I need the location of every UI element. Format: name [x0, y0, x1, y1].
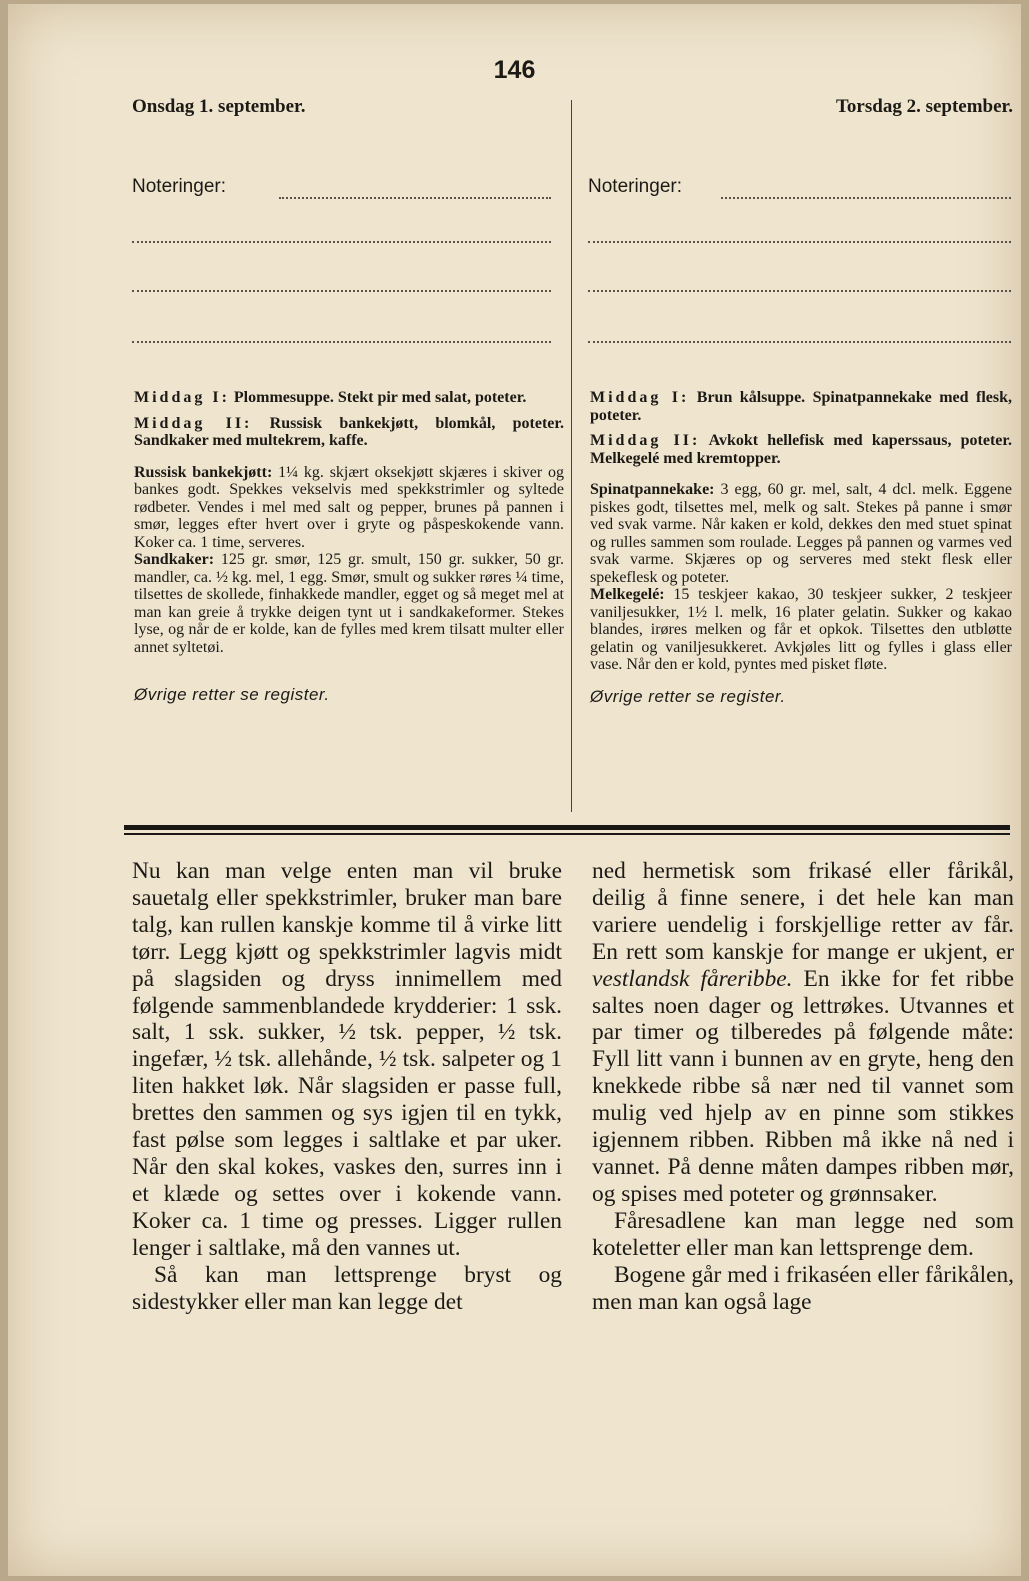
menu-prefix: Middag II:: [134, 414, 253, 432]
other-dishes-note: Øvrige retter se register.: [590, 686, 786, 706]
menu-text: Plommesuppe. Stekt pir med salat, poteter.: [229, 389, 527, 406]
menu-prefix: Middag II:: [590, 432, 701, 449]
other-dishes-note: Øvrige retter se register.: [134, 685, 330, 704]
notes-label: Noteringer:: [132, 176, 226, 197]
page-number: 146: [493, 56, 536, 84]
notes-label: Noteringer:: [588, 176, 682, 197]
article-paragraph: Så kan man lettsprenge bryst og sidestykker eller man kan legge det: [132, 1261, 562, 1315]
menu-prefix: Middag I:: [590, 389, 690, 406]
separator-rule-thin: [124, 833, 1010, 835]
recipe: [590, 586, 1012, 674]
recipe-text: 125 gr. smør, 125 gr. smult, 150 gr. sukker, 50 gr. mandler, ca. ½ kg. mel, 1 egg. Smør, smult og sukker røres ¼ time, tilsettes de skollede, finhakkede mandler, egget og så meget mel at man kan greie å trykke deigen tynt ut i sandkakeformer. Stekes lyse, og når de er kolde, kan de fylles med krem tilsatt multer eller annet syltetøi.: [134, 551, 564, 656]
dish-name-italic: vestlandsk fåreribbe.: [592, 965, 793, 992]
notes-line: [132, 341, 551, 343]
article-paragraph: Bogene går med i frikaséen eller fårikålen, men man kan også lage: [592, 1261, 1014, 1315]
recipe-name: Spinatpannekake:: [590, 481, 715, 498]
column-divider: [571, 100, 572, 812]
menu-text: Avkokt hellefisk med kaperssaus, poteter. Melkegelé med kremtopper.: [590, 432, 1013, 467]
recipe-name: Russisk bankekjøtt:: [134, 463, 273, 481]
day-heading: Onsdag 1. september.: [132, 96, 306, 117]
separator-rule: [124, 825, 1010, 830]
recipe-name: Sandkaker:: [134, 551, 215, 568]
book-page: [8, 4, 1021, 1576]
menu-line: [134, 389, 564, 407]
menu-text: Russisk bankekjøtt, blomkål, poteter. Sandkaker med multekrem, kaffe.: [134, 414, 565, 449]
notes-line: [588, 241, 1011, 243]
menu-line: [590, 389, 1012, 424]
article-paragraph: [592, 858, 1014, 1208]
article-paragraph: Nu kan man velge enten man vil bruke sauetalg eller spekkstrimler, bruker man bare talg, kan rullen kanskje komme til å virke litt tørr. Legg kjøtt og spekkstrimler lagvis midt på slagsiden og dryss innimellem med følgende sammenblandede krydderier: 1 ssk. salt, 1 ssk. sukker, ½ tsk. pepper, ½ tsk. ingefær, ½ tsk. allehånde, ½ tsk. salpeter og 1 liten hakket løk. Når slagsiden er passe full, brettes den sammen og sys igjen til en tykk, fast pølse som legges i saltlake et par uker. Når den skal kokes, vaskes den, surres inn i et klæde og settes over i kokende vann. Koker ca. 1 time og presses. Ligger rullen lenger i saltlake, må den vannes ut.: [132, 858, 562, 1261]
notes-line: [279, 197, 551, 199]
recipe-text: 3 egg, 60 gr. mel, salt, 4 dcl. melk. Eggene piskes godt, tilsettes mel, melk og salt. Stekes på panne i smør ved svak varme. Når kaken er kold, dekkes den med stuet spinat og rulles sammen som roulade. Legges på pannen og varmes ved svak varme. Skjæres op og serveres med stekt flesk eller spekeflesk og poteter.: [590, 481, 1012, 586]
recipe: [134, 551, 564, 656]
notes-line: [588, 290, 1011, 292]
notes-line: [721, 197, 1011, 199]
notes-line: [588, 341, 1011, 343]
article-text: ned hermetisk som frikasé eller fårikål, deilig å finne senere, i det hele kan man variere uendelig i forskjellige retter av får. En rett som kanskje for mange er ukjent, er: [592, 858, 1014, 965]
recipe-text: 1¼ kg. skjært oksekjøtt skjæres i skiver og bankes godt. Spekkes vekselvis med spekkstrimler og syltede rødbeter. Vendes i mel med salt og pepper, brunes på pannen i smør, legges efter hvert over i gryte og påspeskokende vann. Koker ca. 1 time, serveres.: [134, 463, 565, 551]
menu-line: [590, 432, 1012, 467]
recipe: [134, 464, 564, 552]
menus-left: [134, 389, 564, 721]
menus-right: [590, 389, 1012, 722]
menu-prefix: Middag I:: [134, 389, 230, 406]
article-paragraph: Fåresadlene kan man legge ned som koteletter eller man kan lettsprenge dem.: [592, 1207, 1014, 1261]
day-heading: Torsdag 2. september.: [836, 96, 1013, 117]
menu-text: Brun kålsuppe. Spinatpannekake med flesk, poteter.: [590, 389, 1012, 424]
article-text: En ikke for fet ribbe saltes noen dager og lettrøkes. Utvannes et par timer og tilberedes på følgende måte: Fyll litt vann i bunnen av en gryte, heng den knekkede ribbe så nær ned til vannet som mulig ved hjelp av en pinne som stikkes igjennem ribben. Ribben må ikke nå ned i vannet. På denne måten dampes ribben mør, og spises med poteter og grønnsaker.: [592, 965, 1014, 1207]
recipe-name: Melkegelé:: [590, 586, 665, 603]
menu-line: [134, 415, 564, 450]
article-column-right: [592, 858, 1014, 1315]
article-column-left: [132, 858, 562, 1315]
notes-line: [132, 241, 551, 243]
notes-line: [132, 290, 551, 292]
recipe-text: 15 teskjeer kakao, 30 teskjeer sukker, 2 teskjeer vaniljesukker, 1½ l. melk, 16 plater gelatin. Sukker og kakao blandes, irøres melken og får et opkok. Tilsettes den utbløtte gelatin og vaniljesukkeret. Avkjøles litt og fylles i glass eller vase. Når den er kold, pyntes med pisket fløte.: [590, 586, 1012, 673]
recipe: [590, 481, 1012, 586]
